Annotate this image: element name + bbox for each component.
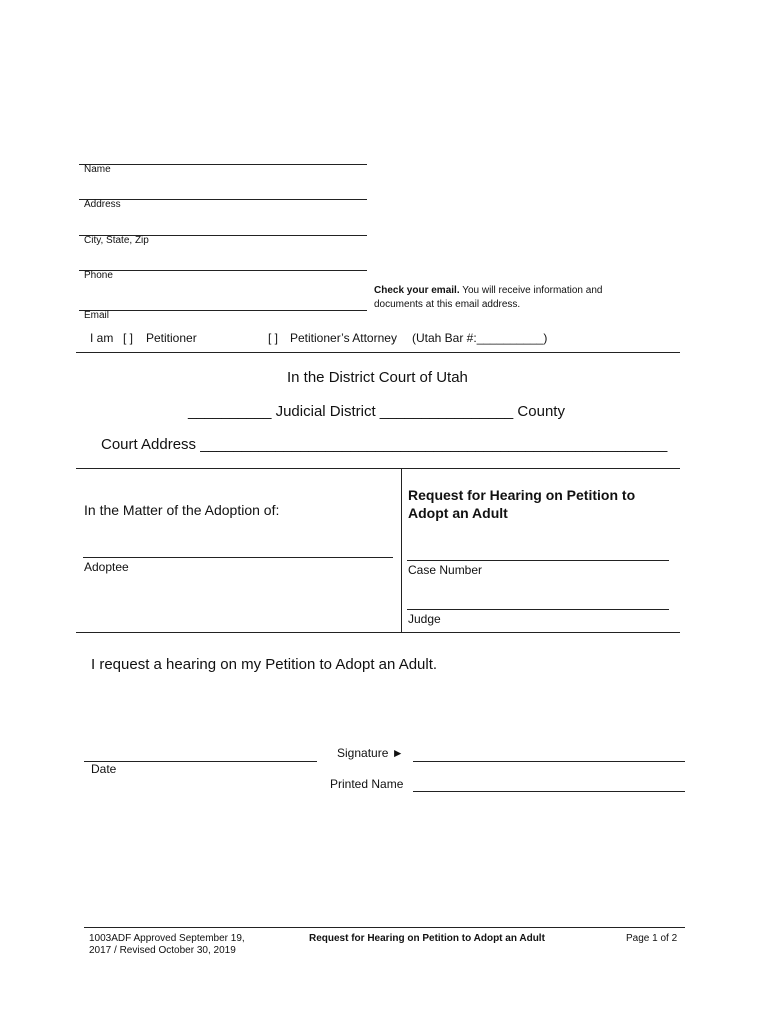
case-number-label: Case Number: [408, 563, 483, 577]
phone-label: Phone: [84, 270, 113, 281]
email-field[interactable]: [79, 296, 367, 311]
printed-name-label: Printed Name: [330, 777, 404, 791]
name-field[interactable]: [79, 150, 367, 165]
phone-field[interactable]: [79, 256, 367, 271]
email-label: Email: [84, 310, 110, 321]
document-title: [408, 486, 635, 522]
petitioner-checkbox[interactable]: [ ]: [123, 331, 134, 345]
document-title-line2: Adopt an Adult: [408, 505, 508, 521]
email-notice-bold: Check your email.: [374, 285, 460, 296]
name-label: Name: [84, 164, 111, 175]
date-label: Date: [91, 762, 117, 776]
address-field[interactable]: [79, 185, 367, 200]
address-label: Address: [84, 199, 121, 210]
signature-label: Signature ►: [337, 746, 404, 760]
footer-title: Request for Hearing on Petition to Adopt an Adult: [309, 933, 545, 944]
adoptee-label: Adoptee: [84, 560, 129, 574]
caption-top-rule: [76, 468, 680, 469]
signature-field[interactable]: [413, 747, 685, 762]
court-title: In the District Court of Utah: [287, 369, 468, 386]
petitioner-label: Petitioner: [146, 331, 197, 345]
court-address-line: Court Address ________________________________________________________: [101, 436, 668, 453]
judge-label: Judge: [408, 612, 441, 626]
role-divider: [76, 352, 680, 353]
form-id-line1: 1003ADF Approved September 19,: [89, 933, 245, 944]
footer-rule: [84, 927, 685, 928]
judge-field[interactable]: [407, 595, 669, 610]
caption-divider: [401, 468, 402, 632]
adoptee-field[interactable]: [83, 543, 393, 558]
email-notice-rest: You will receive information and: [459, 285, 603, 296]
form-id-line2: 2017 / Revised October 30, 2019: [89, 945, 236, 956]
form-id: [89, 933, 245, 957]
attorney-checkbox[interactable]: [ ]: [268, 331, 279, 345]
role-i-am: I am: [90, 331, 114, 345]
email-notice: [374, 284, 602, 312]
document-title-line1: Request for Hearing on Petition to: [408, 487, 636, 503]
utah-bar-number: (Utah Bar #:__________): [412, 331, 548, 345]
date-field[interactable]: [84, 747, 317, 762]
city-state-zip-label: City, State, Zip: [84, 235, 149, 246]
email-notice-line2: documents at this email address.: [374, 299, 521, 310]
case-number-field[interactable]: [407, 546, 669, 561]
matter-label: In the Matter of the Adoption of:: [84, 502, 280, 518]
caption-bottom-rule: [76, 632, 680, 633]
attorney-label: Petitioner’s Attorney: [290, 331, 397, 345]
city-state-zip-field[interactable]: [79, 221, 367, 236]
judicial-district-line: __________ Judicial District ________________ County: [188, 403, 565, 420]
printed-name-field[interactable]: [413, 777, 685, 792]
hearing-request-text: I request a hearing on my Petition to Adopt an Adult.: [91, 656, 438, 673]
page-number: Page 1 of 2: [626, 933, 678, 944]
